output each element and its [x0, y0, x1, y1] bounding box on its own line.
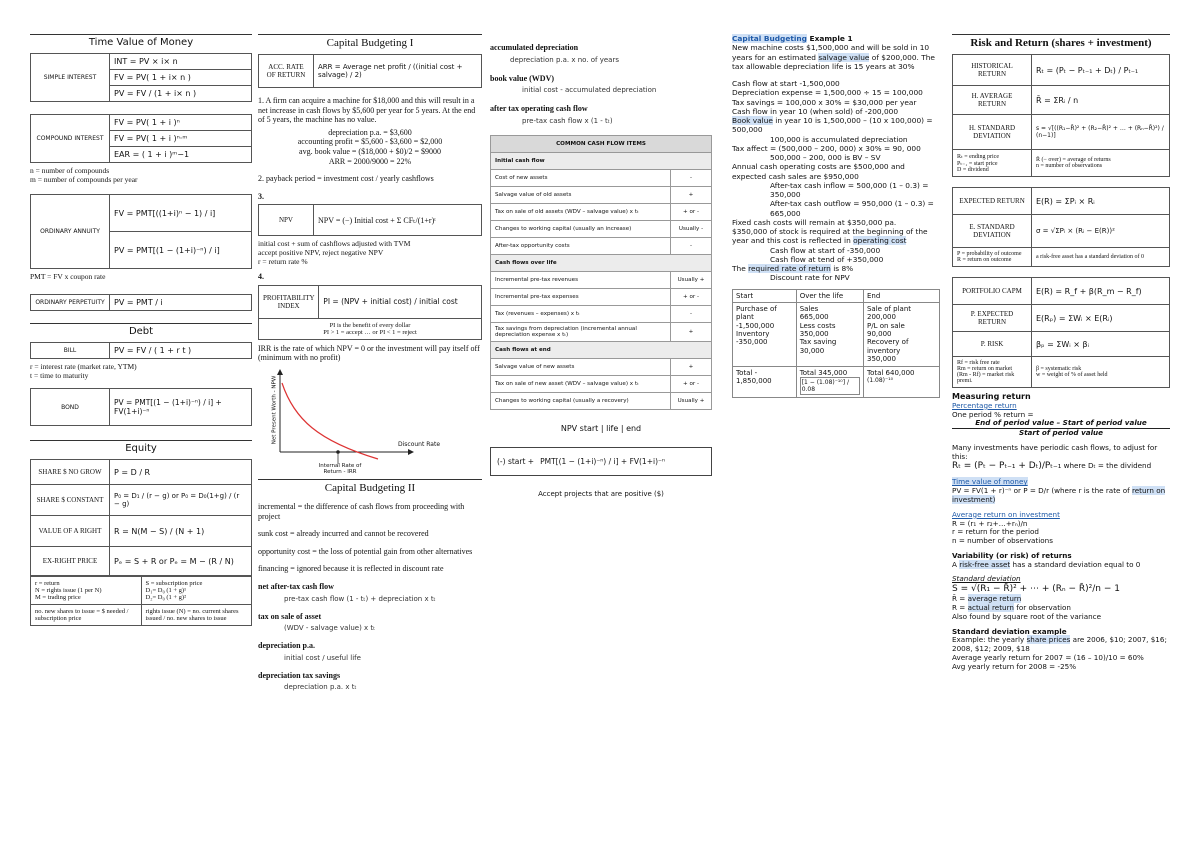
- cell: + or -: [671, 288, 712, 305]
- item-formula: initial cost / useful life: [284, 653, 361, 662]
- pi-number: 4.: [258, 272, 264, 282]
- text: New machine costs $1,500,000 and will be sold in 10 years for an estimated: [732, 43, 930, 62]
- annuity-table: [30, 194, 252, 269]
- cell: Tax on sale of old assets (WDV – salvage value) x tₜ: [491, 203, 671, 220]
- note: n = number of observations: [1036, 163, 1103, 169]
- line: n = number of observations: [952, 536, 1053, 546]
- notes-left: [953, 357, 1032, 388]
- table-row: [491, 375, 712, 392]
- line: Tax savings = 100,000 x 30% = $30,000 per year: [732, 97, 917, 107]
- debt-title: Debt: [30, 323, 252, 339]
- tvm-title: Time Value of Money: [30, 34, 252, 50]
- cell: Changes to working capital (usually an increase): [491, 220, 671, 237]
- table-row: [491, 305, 712, 322]
- note: PI is the benefit of every dollar: [329, 321, 411, 329]
- calc-line: depreciation p.a. = $3,600: [328, 127, 412, 137]
- line: Tax affect = (500,000 – 200, 000) x 30% = 90, 000: [732, 143, 921, 153]
- table-row: [491, 203, 712, 220]
- column-cash-flows: [490, 40, 712, 498]
- line: Annual cash operating costs are $500,000 and expected cash sales are $950,000: [732, 162, 905, 181]
- equity-new-shares-note: no. new shares to issue = $ needed / subscription price: [31, 605, 142, 626]
- table-row: [491, 220, 712, 237]
- cell: [863, 366, 939, 398]
- pct-fraction: [952, 419, 1170, 438]
- risk-label: H. AVERAGE RETURN: [953, 86, 1032, 115]
- highlight: share prices: [1026, 635, 1071, 645]
- line: Discount rate for NPV: [770, 273, 850, 283]
- text: A: [952, 559, 960, 569]
- note: Rₜ = ending price: [957, 154, 999, 160]
- expected-table: [952, 187, 1170, 267]
- heading: Measuring return: [952, 392, 1031, 401]
- cell: -: [671, 169, 712, 186]
- line: Cash flow at tend of +350,000: [770, 254, 884, 264]
- notes-right: a risk-free asset has a standard deviation of 0: [1032, 248, 1170, 267]
- line: r = return for the period: [952, 527, 1039, 537]
- definition: sunk cost = already incurred and cannot be recovered: [258, 529, 429, 539]
- item-formula: depreciation p.a. x tₜ: [284, 683, 357, 692]
- cell: After-tax opportunity costs: [491, 237, 671, 254]
- note: N = rights issue (1 per N): [35, 587, 102, 595]
- compound-interest-table: [30, 114, 252, 163]
- formula: ARR = Average net profit / ((initial cost + salvage) / 2): [314, 55, 482, 88]
- perpetuity-table: [30, 294, 252, 311]
- denominator: Start of period value: [1018, 428, 1104, 438]
- equity-label: EX-RIGHT PRICE: [31, 547, 110, 576]
- link-text: Time value of money: [952, 477, 1028, 487]
- note: accept positive NPV, reject negative NPV: [258, 247, 384, 257]
- npv-notes: [258, 240, 482, 266]
- cell: Incremental pre-tax revenues: [491, 271, 671, 288]
- line: Average yearly return for 2007 = (16 – 10)/10 = 60%: [952, 652, 1144, 662]
- example-intro: [732, 43, 940, 71]
- debt-notes: [30, 363, 252, 380]
- annuity-note: PMT = FV x coupon rate: [30, 272, 106, 282]
- cell: 350,000: [799, 330, 829, 339]
- arr-table: [258, 54, 482, 88]
- cell: P/L on sale: [866, 321, 905, 330]
- life-col: [796, 302, 863, 366]
- graph-x-label: Discount Rate: [398, 441, 441, 448]
- notes-right: [1032, 150, 1170, 177]
- cell: +: [671, 322, 712, 341]
- pi-label: PROFITABILITY INDEX: [259, 285, 319, 318]
- cell: Usually +: [671, 392, 712, 409]
- npv-structure: NPV start | life | end: [560, 423, 642, 433]
- note: D = dividend: [957, 167, 989, 173]
- notes-left: [953, 248, 1032, 267]
- formula: PV = PMT[(1 − (1+i)⁻ⁿ) / i]: [110, 232, 252, 269]
- arr-calc: [258, 128, 482, 166]
- text: in year 10 is 1,500,000 – (10 x 100,000) = 500,000: [732, 116, 933, 135]
- note: r = return rate %: [258, 256, 308, 266]
- equity-notes-table: [30, 576, 252, 626]
- npv-label: NPV: [259, 205, 314, 236]
- table-row: [491, 392, 712, 409]
- cell: + or -: [671, 375, 712, 392]
- line: [952, 561, 1170, 570]
- line: Cash flow at start -1,500,000: [732, 79, 840, 88]
- formula: P = D / R: [110, 460, 252, 485]
- line: [732, 227, 940, 246]
- note: n = number of compounds: [30, 166, 110, 175]
- risk-title: Risk and Return (shares + investment): [952, 34, 1170, 51]
- total: Total 345,000: [799, 368, 848, 377]
- note: S = subscription price: [145, 580, 203, 588]
- formula: S = √(R₁ − R̄)² + ⋯ + (Rₙ − R̄)²/n − 1: [952, 584, 1120, 595]
- note: r = interest rate (market rate, YTM): [30, 361, 137, 371]
- perpetuity-label: ORDINARY PERPETUITY: [31, 294, 110, 310]
- risk-label: P. RISK: [953, 332, 1032, 357]
- highlight: average return: [967, 594, 1022, 604]
- table-row: [491, 186, 712, 203]
- item-formula: pre-tax cash flow x (1 - tₜ): [522, 116, 613, 125]
- end-col: [863, 302, 939, 366]
- text: $350,000 of stock is required at the beginning of the year and this cost is reflected in: [732, 227, 928, 246]
- example-title-a: Capital Budgeting: [732, 34, 807, 43]
- cb1-title: Capital Budgeting I: [258, 34, 482, 51]
- formula: Rₜ = (Pₜ − Pₜ₋₁ + Dₜ)/Pₜ₋₁: [952, 461, 1062, 472]
- text: is 8%: [830, 264, 854, 273]
- notes-right: [1032, 357, 1170, 388]
- equity-rights-note: rights issue (N) = no. current shares issued / no. new shares to issue: [141, 605, 252, 626]
- formula: βₚ = ΣWᵢ × βᵢ: [1032, 332, 1170, 357]
- highlight: salvage value: [818, 52, 870, 62]
- text: The: [732, 264, 749, 273]
- formula: PV = FV / ( 1 + r t ): [110, 342, 252, 358]
- payback-period: 2. payback period = investment cost / yearly cashflows: [258, 174, 434, 184]
- column-tvm-debt-equity: [30, 34, 252, 630]
- cell: -1,500,000: [736, 321, 775, 330]
- note: R̄ (− over) = average of returns: [1036, 157, 1111, 163]
- line: 100,000 is accumulated depreciation: [770, 134, 908, 144]
- note: D₁= D₀ (1 + g)¹: [145, 587, 187, 595]
- formula: E(R) = ΣPᵢ × Rᵢ: [1032, 188, 1170, 215]
- line: [952, 636, 1170, 654]
- formula: PI = (NPV + initial cost) / initial cost: [319, 285, 482, 318]
- cash-flow-items-table: [490, 135, 712, 410]
- equity-notes-left: [31, 577, 142, 605]
- cell: -350,000: [736, 338, 768, 347]
- note: β = systematic risk: [1036, 366, 1082, 372]
- formula: NPV = (−) Initial cost + Σ CFₜ/(1+r)ᵗ: [314, 205, 482, 236]
- cell: Tax on sale of new asset (WDV – salvage value) x tₜ: [491, 375, 671, 392]
- item-heading: depreciation p.a.: [258, 641, 315, 651]
- formula: s = √[((R₁−R̄)² + (R₂−R̄)² + … + (Rₙ−R̄)²) / (n−1)]: [1032, 115, 1170, 150]
- highlight: Book value: [732, 116, 773, 125]
- formula: Pₑ = S + R or Pₑ = M − (R / N): [110, 547, 252, 576]
- note: (Rm - Rf) = market risk premi.: [957, 372, 1015, 384]
- arr-label: ACC. RATE OF RETURN: [259, 55, 314, 88]
- cell: +: [671, 358, 712, 375]
- historical-table: [952, 54, 1170, 177]
- bond-table: [30, 388, 252, 426]
- cell: Recovery of inventory: [866, 338, 909, 355]
- note: Rm = return on market: [957, 366, 1013, 372]
- cell: 665,000: [799, 313, 829, 322]
- cell: Usually -: [671, 220, 712, 237]
- line: One period % return =: [952, 409, 1034, 419]
- heading: Standard deviation example: [952, 626, 1067, 636]
- table-row: [491, 322, 712, 341]
- formula: E(Rₚ) = ΣWᵢ × E(Rᵢ): [1032, 305, 1170, 332]
- npv-curve: [282, 383, 378, 459]
- cash-flow-table-title: COMMON CASH FLOW ITEMS: [491, 135, 712, 152]
- note: w = weight of % of asset held: [1036, 372, 1108, 378]
- text: has a standard deviation equal to 0: [1010, 559, 1141, 569]
- simple-interest-table: [30, 53, 252, 102]
- calc-line: accounting profit = $5,600 - $3,600 = $2,000: [297, 137, 443, 147]
- annuity-label: ORDINARY ANNUITY: [31, 195, 110, 269]
- text: R̄ =: [952, 594, 968, 604]
- cash-flow-group: Cash flows at end: [491, 341, 712, 358]
- cell: 350,000: [866, 355, 896, 364]
- cell: +: [671, 186, 712, 203]
- highlight: risk-free asset: [959, 559, 1011, 569]
- formula: FV = PV( 1 + i )ⁿ·ᵐ: [110, 131, 252, 147]
- cash-flow-group: Initial cash flow: [491, 152, 712, 169]
- line: [952, 487, 1170, 505]
- column-capital-budgeting: [258, 34, 482, 691]
- cb2-title: Capital Budgeting II: [258, 479, 482, 496]
- npv-formula-box: [490, 447, 712, 476]
- table-row: [491, 237, 712, 254]
- link-percentage-return[interactable]: Percentage return: [952, 400, 1017, 410]
- risk-label: E. STANDARD DEVIATION: [953, 215, 1032, 248]
- formula: Rₜ = (Pₜ − Pₜ₋₁ + Dₜ) / Pₜ₋₁: [1032, 55, 1170, 86]
- cell: Usually +: [671, 271, 712, 288]
- equity-label: SHARE $ NO GROW: [31, 460, 110, 485]
- npv-irr-graph: [258, 367, 482, 477]
- formula: FV = PV( 1 + i× n ): [110, 70, 252, 86]
- calc-line: ARR = 2000/9000 = 22%: [328, 156, 412, 166]
- note: r = return: [35, 580, 60, 588]
- highlight: operating cost: [853, 236, 907, 246]
- text: are 2006, $10; 2007, $16; 2008, $12; 2009, $18: [952, 635, 1167, 654]
- column-example: [732, 34, 940, 398]
- line: Fixed cash costs will remain at $350,000 pa.: [732, 217, 897, 227]
- cell: Salvage value of old assets: [491, 186, 671, 203]
- formula: PV = FV / (1 + i× n ): [110, 86, 252, 102]
- formula: FV = PMT[((1+i)ⁿ − 1) / i]: [110, 195, 252, 232]
- cell: Salvage value of new assets: [491, 358, 671, 375]
- note: Pₜ₋₁ = start price: [957, 161, 998, 167]
- risk-label: HISTORICAL RETURN: [953, 55, 1032, 86]
- bill-table: [30, 342, 252, 359]
- line: Cash flow in year 10 (when sold) of -200,000: [732, 106, 899, 116]
- formula: σ = √ΣPᵢ × (Rᵢ − E(R))²: [1032, 215, 1170, 248]
- text: of $200,000. The tax allowable depreciation life is 15 years at 30%: [732, 52, 935, 71]
- cell: Tax savings from depreciation (incremental annual depreciation expense x tₜ): [491, 322, 671, 341]
- note: Rf = risk free rate: [957, 360, 1000, 366]
- cell: + or -: [671, 203, 712, 220]
- risk-label: EXPECTED RETURN: [953, 188, 1032, 215]
- bill-label: BILL: [31, 342, 110, 358]
- npv-box-formula: PMT[(1 − (1+i)⁻ⁿ) / i] + FV(1+i)⁻ⁿ: [540, 456, 665, 466]
- text: Example: the yearly: [952, 635, 1027, 645]
- formula: INT = PV × i× n: [110, 54, 252, 70]
- line: Many investments have periodic cash flows, to adjust for this:: [952, 442, 1158, 461]
- formula: EAR = ( 1 + i )ᵐ−1: [110, 147, 252, 163]
- item-heading: net after-tax cash flow: [258, 581, 334, 591]
- cell: Sale of plant: [866, 304, 912, 313]
- table-row: [733, 366, 940, 398]
- cell: -: [671, 237, 712, 254]
- cash-flow-group: Cash flows over life: [491, 254, 712, 271]
- line: 500,000 – 200, 000 is BV – SV: [770, 153, 881, 162]
- header-cell: Start: [733, 289, 797, 302]
- item-heading: accumulated depreciation: [490, 43, 579, 52]
- definition: incremental = the difference of cash flows from proceeding with project: [258, 502, 465, 521]
- cell: 200,000: [866, 313, 896, 322]
- formula: E(R) = R_f + β(R_m − R_f): [1032, 278, 1170, 305]
- definition: financing = ignored because it is reflected in discount rate: [258, 564, 444, 574]
- npv-table: [258, 204, 482, 236]
- graph-irr-label: Internal Rate of Return - IRR: [318, 463, 362, 476]
- bond-label: BOND: [31, 389, 110, 426]
- note: P = probability of outcome: [957, 251, 1022, 257]
- item-heading: book value (WDV): [490, 73, 555, 83]
- line: [952, 461, 1170, 472]
- link-average-return[interactable]: Average return on investment: [952, 509, 1060, 519]
- item-formula: (WDV - salvage value) x tₜ: [284, 624, 376, 633]
- line: After-tax cash inflow = 500,000 (1 – 0.3) = 350,000: [770, 180, 929, 199]
- accept-note: Accept projects that are positive ($): [538, 489, 664, 498]
- note: M = trading price: [35, 594, 81, 602]
- equity-notes-right: [141, 577, 252, 605]
- table-row: [491, 169, 712, 186]
- note: PI > 1 = accept … or PI < 1 = reject: [323, 328, 417, 336]
- item-formula: initial cost - accumulated depreciation: [522, 86, 657, 95]
- cell: 30,000: [799, 346, 825, 355]
- table-row: [491, 271, 712, 288]
- line: [732, 116, 940, 135]
- note: initial cost + sum of cashflows adjusted with TVM: [258, 239, 411, 249]
- text: R =: [952, 602, 968, 612]
- notes-left: [953, 150, 1032, 177]
- line: After-tax cash outflow = 950,000 (1 – 0.3) = 665,000: [770, 199, 934, 218]
- npv-box-prefix: (-) start +: [497, 456, 535, 466]
- header-cell: Over the life: [796, 289, 863, 302]
- arr-example: 1. A firm can acquire a machine for $18,000 and this will result in a net increase in cash flows by $5,600 per year for 5 years. At the end of 5 years, the machine has no value.: [258, 96, 476, 125]
- table-row: [491, 358, 712, 375]
- line: Also found by square root of the variance: [952, 611, 1102, 621]
- item-heading: depreciation tax savings: [258, 670, 341, 680]
- cell: Changes to working capital (usually a recovery): [491, 392, 671, 409]
- risk-label: PORTFOLIO CAPM: [953, 278, 1032, 305]
- cell: Less costs: [799, 321, 836, 330]
- header-cell: End: [863, 289, 939, 302]
- line: Avg yearly return for 2008 = -25%: [952, 661, 1077, 671]
- irr-text: IRR is the rate of which NPV = 0 or the investment will pay itself off (minimum with no profit): [258, 343, 480, 363]
- definition: opportunity cost = the loss of potential gain from other alternatives: [258, 546, 473, 556]
- example-title-b: Example 1: [806, 34, 853, 43]
- highlight: actual return: [967, 602, 1014, 612]
- cell: -: [671, 305, 712, 322]
- cell: Cost of new assets: [491, 169, 671, 186]
- cell: [796, 366, 863, 398]
- text: where Dₜ = the dividend: [1061, 461, 1152, 471]
- numerator: End of period value – Start of period value: [952, 419, 1170, 429]
- equity-table: [30, 459, 252, 576]
- cell: Inventory: [736, 330, 770, 339]
- start-col: [733, 302, 797, 366]
- equity-label: SHARE $ CONSTANT: [31, 485, 110, 516]
- y-axis-arrow: [277, 369, 283, 375]
- formula: PV = PMT[(1 − (1+i)⁻ⁿ) / i] + FV(1+i)⁻ⁿ: [110, 389, 252, 426]
- formula: R̄ = ΣRᵢ / n: [1032, 86, 1170, 115]
- cell: Purchase of plant: [736, 304, 777, 322]
- text: for observation: [1014, 602, 1071, 612]
- equity-title: Equity: [30, 440, 252, 456]
- line: Depreciation expense = 1,500,000 ÷ 15 = 100,000: [732, 88, 923, 98]
- example-lines: [732, 79, 940, 283]
- cell: Incremental pre-tax expenses: [491, 288, 671, 305]
- highlight: required rate of return: [748, 264, 831, 273]
- simple-interest-label: SIMPLE INTEREST: [31, 54, 110, 102]
- formula: R = (r₁ + r₂+…+rₙ)/n: [952, 518, 1028, 528]
- total-formula: [1 − (1.08)⁻¹⁰] / 0.08: [800, 377, 860, 395]
- heading: Variability (or risk) of returns: [952, 550, 1072, 560]
- compound-interest-label: COMPOUND INTEREST: [31, 115, 110, 163]
- item-heading: tax on sale of asset: [258, 611, 322, 621]
- risk-label: H. STANDARD DEVIATION: [953, 115, 1032, 150]
- formula: FV = PV( 1 + i )ⁿ: [110, 115, 252, 131]
- column-risk-return: [952, 34, 1170, 671]
- cell: Tax (revenues – expenses) x tₜ: [491, 305, 671, 322]
- line: [732, 264, 940, 273]
- portfolio-table: [952, 277, 1170, 388]
- compound-notes: [30, 167, 252, 184]
- item-formula: pre-tax cash flow (1 - tₜ) + depreciation x tₜ: [284, 594, 436, 603]
- item-heading: after tax operating cash flow: [490, 104, 588, 114]
- item-formula: depreciation p.a. x no. of years: [510, 55, 619, 64]
- cell: Tax saving: [799, 338, 837, 347]
- heading: Standard deviation: [952, 574, 1021, 584]
- graph-y-label: Net Present Worth - NPW: [271, 375, 278, 445]
- equity-label: VALUE OF A RIGHT: [31, 516, 110, 547]
- cell: 90,000: [866, 330, 892, 339]
- formula: R = N(M − S) / (N + 1): [110, 516, 252, 547]
- note: t = time to maturity: [30, 370, 89, 380]
- pi-notes: [259, 318, 482, 339]
- calc-line: avg. book value = ($18,000 + $0)/2 = $9000: [299, 146, 441, 156]
- total: Total 640,000: [866, 368, 915, 377]
- line: Cash flow at start of -350,000: [770, 245, 881, 255]
- cell: Total - 1,850,000: [733, 366, 797, 398]
- npv-number: 3.: [258, 191, 264, 201]
- table-row: [733, 302, 940, 366]
- total-formula: (1.08)⁻¹⁰: [866, 377, 894, 385]
- example-title: [732, 34, 940, 43]
- measuring-return: [952, 392, 1170, 671]
- text: PV = FV(1 + r)⁻ⁿ or P = D/r (where r is the rate of: [952, 486, 1132, 496]
- formula: P₀ = D₁ / (r − g) or P₀ = D₀(1+g) / (r − g): [110, 485, 252, 516]
- risk-label: P. EXPECTED RETURN: [953, 305, 1032, 332]
- note: D₂= D₀ (1 + g)²: [145, 594, 187, 602]
- example-table: [732, 289, 940, 399]
- highlight: return on investment): [952, 486, 1166, 504]
- cell: Sales: [799, 304, 819, 313]
- note: R = return on outcome: [957, 257, 1012, 263]
- x-axis-arrow: [408, 449, 414, 455]
- table-row: [491, 288, 712, 305]
- formula: PV = PMT / i: [110, 294, 252, 310]
- note: m = number of compounds per year: [30, 174, 138, 184]
- pi-table: [258, 285, 482, 340]
- npv-graph-svg: [258, 367, 482, 477]
